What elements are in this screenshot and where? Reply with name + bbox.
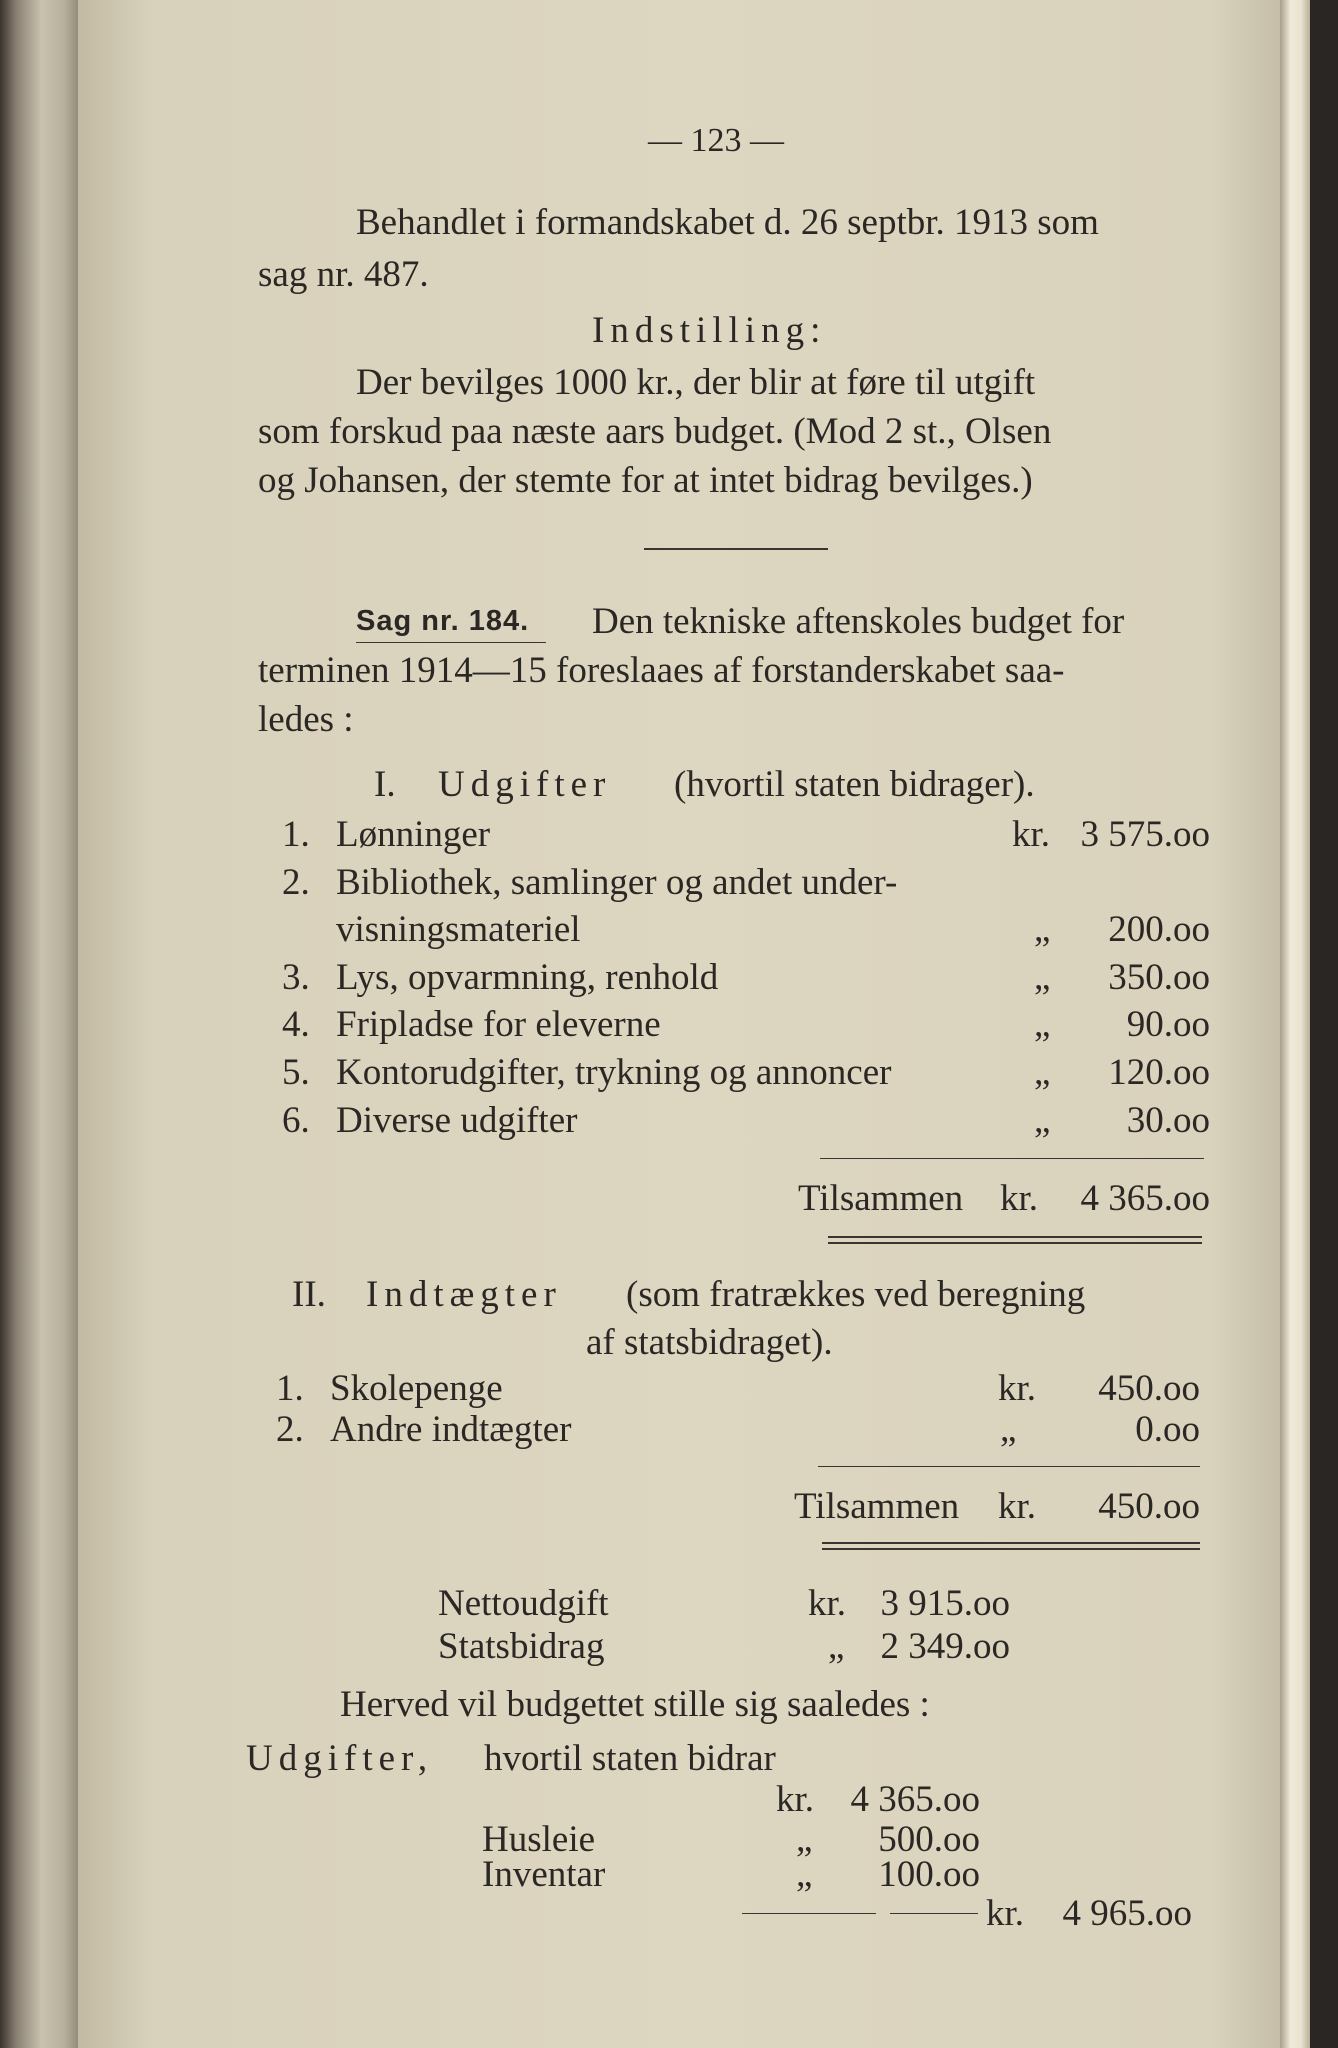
separator-rule	[644, 548, 828, 550]
section1-double-rule-top	[828, 1236, 1202, 1238]
item-number: 1.	[276, 1368, 304, 1409]
section1-subtitle: (hvortil staten bidrager).	[674, 764, 1035, 805]
section2-total-label: Tilsammen	[794, 1486, 960, 1527]
item-unit: „	[1000, 1409, 1017, 1450]
summary-rule-right	[890, 1913, 978, 1914]
summary-title-spaced: Udgifter,	[246, 1738, 434, 1779]
summary-first-amount: 4 365.oo	[850, 1779, 980, 1820]
net-label: Nettoudgift	[438, 1583, 609, 1624]
item-amount: 90.oo	[1126, 1004, 1210, 1045]
page-edge	[1280, 0, 1310, 2048]
sag-line-3: ledes :	[258, 699, 354, 740]
summary-first-unit: kr.	[776, 1779, 815, 1820]
net-unit: „	[828, 1626, 845, 1667]
section2-subtitle-2: af statsbidraget).	[586, 1322, 833, 1363]
net-label: Statsbidrag	[438, 1626, 605, 1667]
summary-label: Inventar	[482, 1854, 606, 1895]
summary-unit: „	[796, 1819, 813, 1860]
item-text: Diverse udgifter	[336, 1100, 578, 1141]
section2-total-unit: kr.	[998, 1486, 1037, 1527]
recommendation-line-2: som forskud paa næste aars budget. (Mod 2 st., Olsen	[258, 411, 1052, 452]
item-unit: „	[1034, 957, 1051, 998]
herved-line: Herved vil budgettet stille sig saaledes :	[340, 1684, 930, 1725]
item-number: 1.	[282, 814, 310, 855]
item-text: Skolepenge	[330, 1368, 503, 1409]
item-unit: kr.	[1012, 814, 1051, 855]
summary-amount: 100.oo	[878, 1854, 980, 1895]
intro-line-2: sag nr. 487.	[258, 254, 429, 295]
section2-double-rule-bottom	[822, 1548, 1200, 1550]
sag-label-underline	[356, 642, 546, 643]
item-text-continued: visningsmateriel	[336, 909, 581, 950]
item-number: 4.	[282, 1004, 310, 1045]
item-amount: 200.oo	[1108, 909, 1210, 950]
item-text: Kontorudgifter, trykning og annoncer	[336, 1052, 892, 1093]
item-amount: 30.oo	[1126, 1100, 1210, 1141]
summary-final-unit: kr.	[986, 1893, 1025, 1934]
page-number: — 123 —	[648, 122, 784, 159]
item-text: Fripladse for eleverne	[336, 1004, 661, 1045]
item-amount: 350.oo	[1108, 957, 1210, 998]
section2-double-rule-top	[822, 1542, 1200, 1544]
summary-label: Husleie	[482, 1819, 596, 1860]
net-amount: 3 915.oo	[880, 1583, 1010, 1624]
section2-sum-rule	[818, 1466, 1200, 1467]
section2-title: Indtægter	[366, 1274, 562, 1315]
net-amount: 2 349.oo	[880, 1626, 1010, 1667]
item-amount: 450.oo	[1098, 1368, 1200, 1409]
item-number: 3.	[282, 957, 310, 998]
section2-number: II.	[292, 1274, 326, 1315]
item-number: 2.	[282, 862, 310, 903]
item-number: 6.	[282, 1100, 310, 1141]
item-text: Andre indtægter	[330, 1409, 572, 1450]
item-text: Lys, opvarmning, renhold	[336, 957, 719, 998]
item-amount: 3 575.oo	[1080, 814, 1210, 855]
section1-number: I.	[374, 764, 396, 805]
section1-total-label: Tilsammen	[798, 1178, 964, 1219]
recommendation-line-3: og Johansen, der stemte for at intet bidrag bevilges.)	[258, 460, 1033, 501]
section1-sum-rule	[820, 1158, 1204, 1159]
section1-title: Udgifter	[438, 764, 612, 805]
item-unit: „	[1034, 1052, 1051, 1093]
item-text: Bibliothek, samlinger og andet under-	[336, 862, 898, 903]
item-unit: „	[1034, 1100, 1051, 1141]
intro-line-1: Behandlet i formandskabet d. 26 septbr. 1913 som	[356, 202, 1099, 243]
sag-label: Sag nr. 184.	[356, 605, 530, 637]
summary-amount: 500.oo	[878, 1819, 980, 1860]
item-number: 2.	[276, 1409, 304, 1450]
section1-total-unit: kr.	[1000, 1178, 1039, 1219]
recommendation-line-1: Der bevilges 1000 kr., der blir at føre til utgift	[356, 362, 1036, 403]
sag-line-2: terminen 1914—15 foreslaaes af forstanderskabet saa-	[258, 650, 1065, 691]
summary-title-rest: hvortil staten bidrar	[484, 1738, 776, 1779]
item-unit: „	[1034, 1004, 1051, 1045]
item-amount: 120.oo	[1108, 1052, 1210, 1093]
item-text: Lønninger	[336, 814, 491, 855]
indstilling-heading: Indstilling:	[592, 310, 827, 351]
sag-line-1: Den tekniske aftenskoles budget for	[592, 601, 1125, 642]
item-unit: „	[1034, 909, 1051, 950]
net-unit: kr.	[808, 1583, 847, 1624]
section1-double-rule-bottom	[828, 1242, 1202, 1244]
summary-final-amount: 4 965.oo	[1062, 1893, 1192, 1934]
item-amount: 0.oo	[1135, 1409, 1200, 1450]
summary-rule-left	[742, 1913, 876, 1914]
summary-unit: „	[796, 1854, 813, 1895]
section2-total-amount: 450.oo	[1098, 1486, 1200, 1527]
item-number: 5.	[282, 1052, 310, 1093]
section2-subtitle-1: (som fratrækkes ved beregning	[626, 1274, 1086, 1315]
section1-total-amount: 4 365.oo	[1080, 1178, 1210, 1219]
item-unit: kr.	[998, 1368, 1037, 1409]
